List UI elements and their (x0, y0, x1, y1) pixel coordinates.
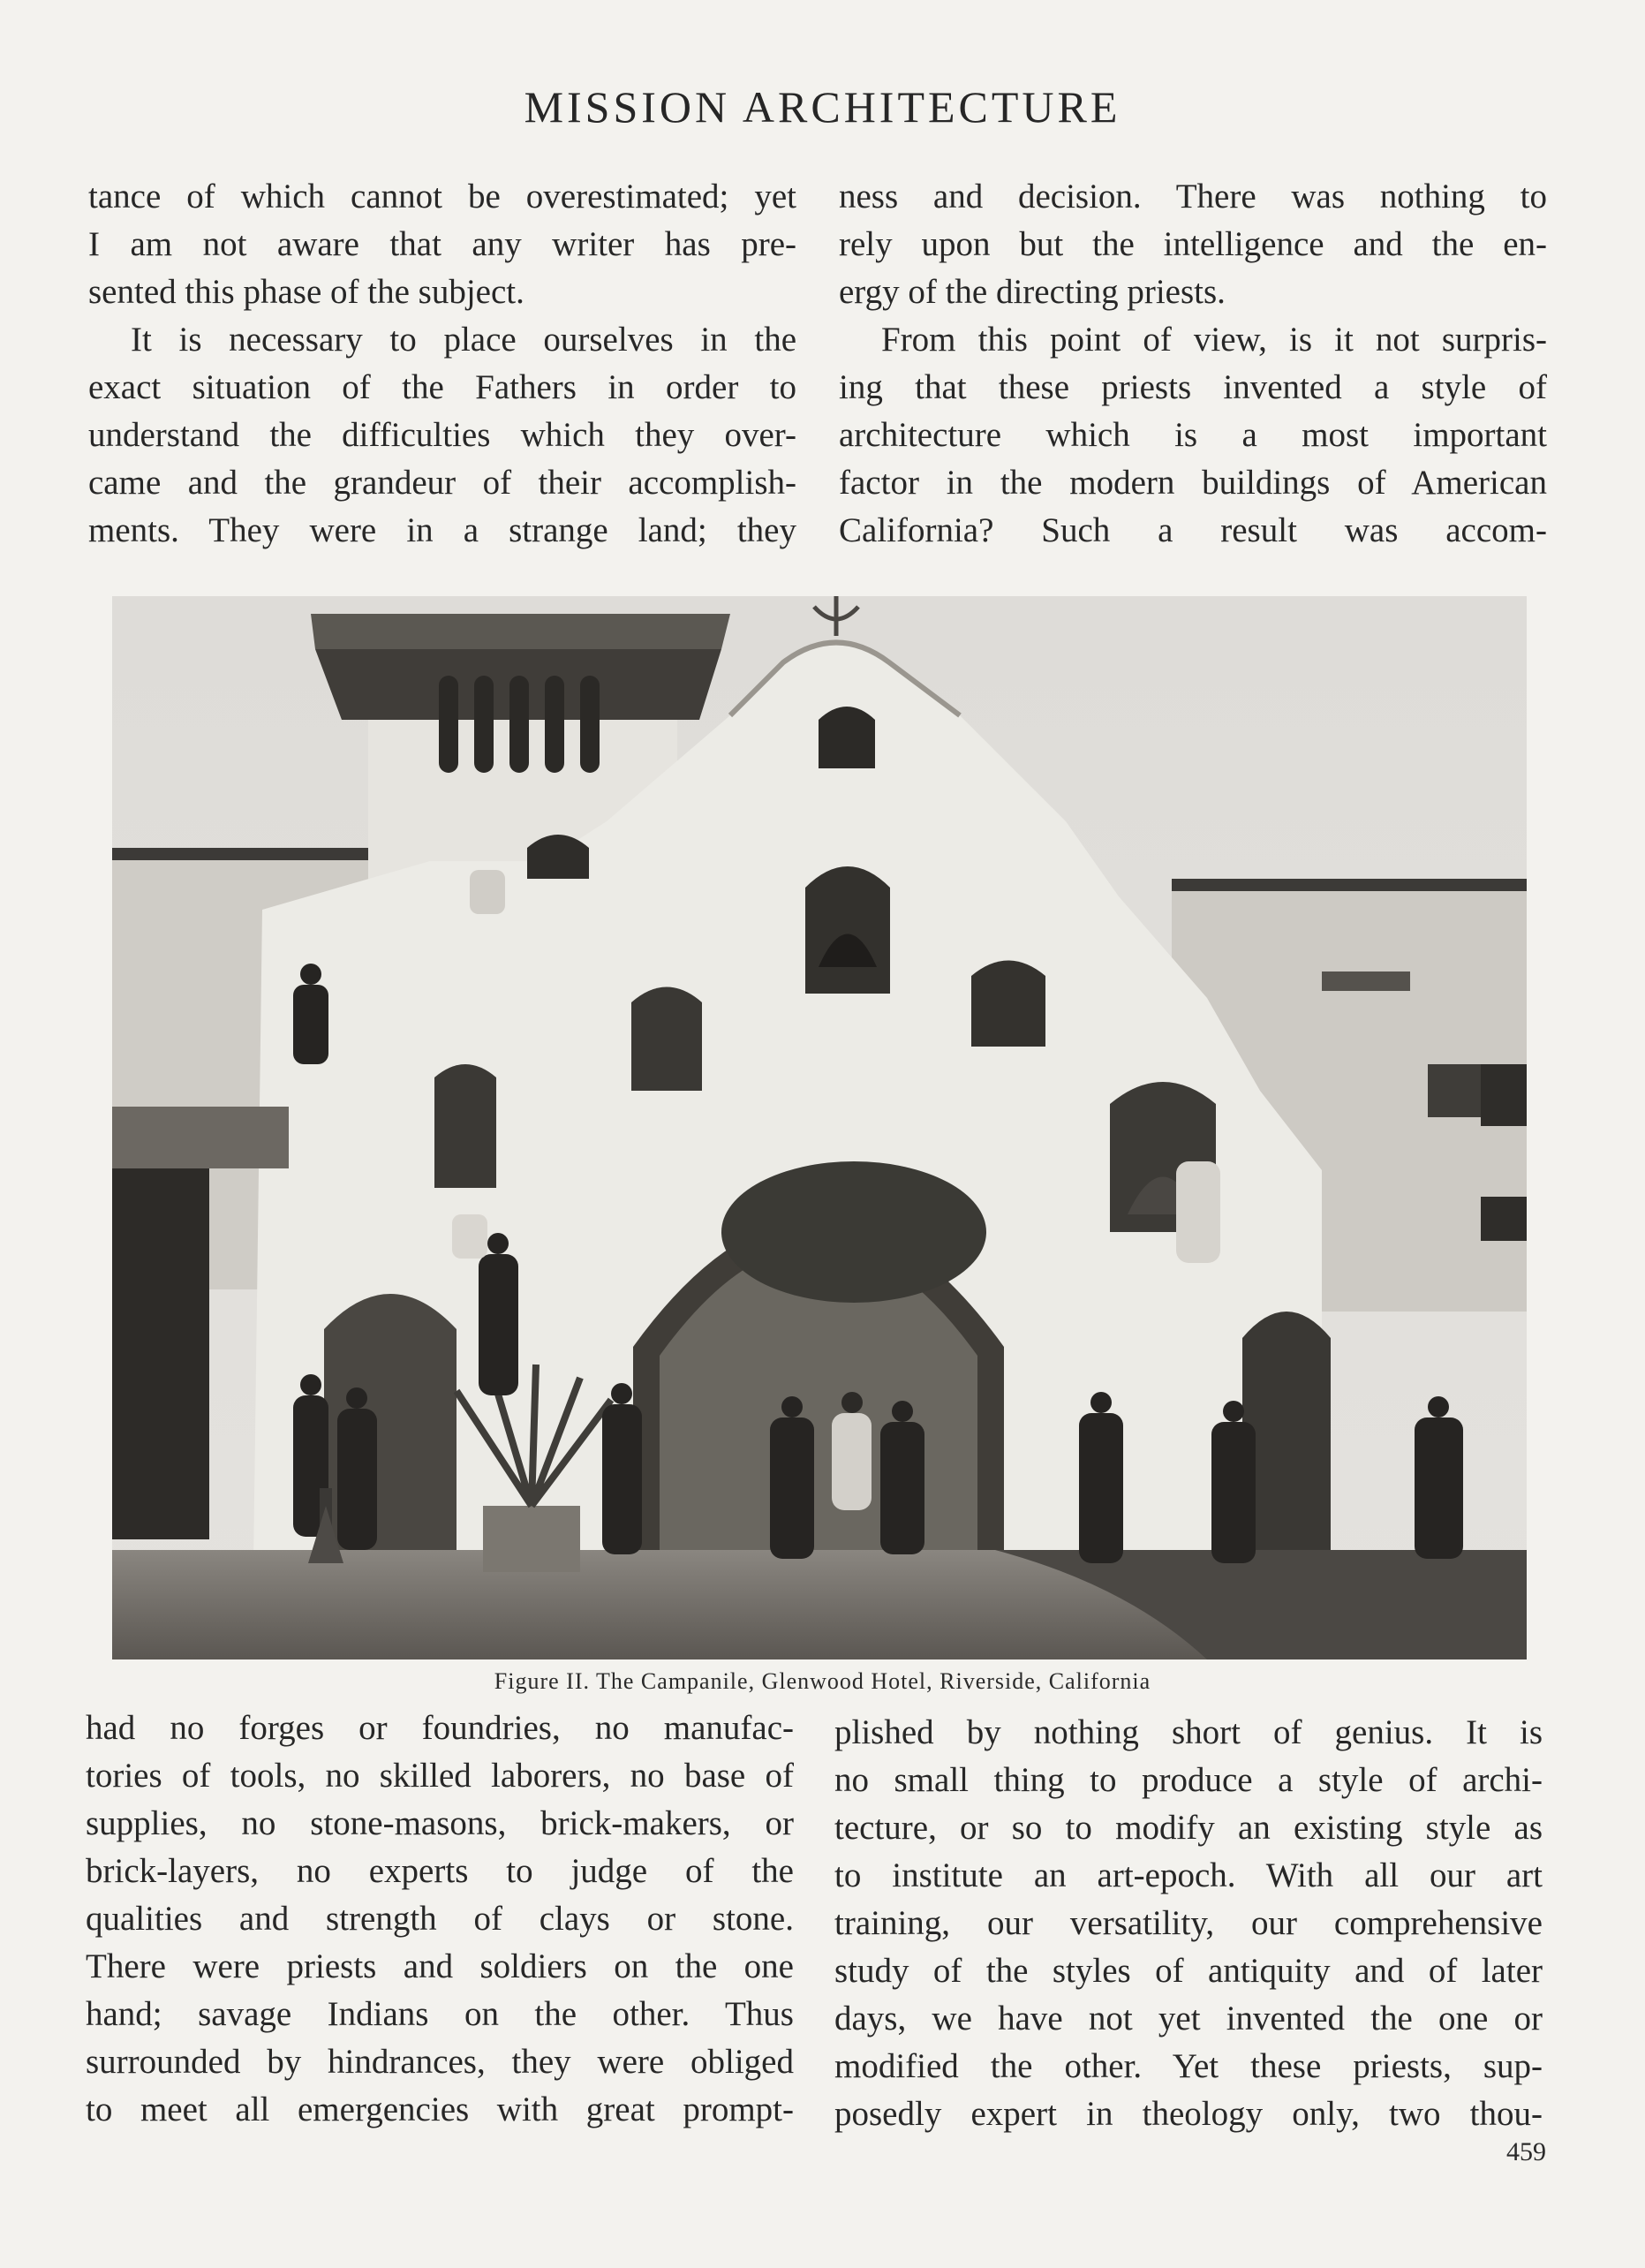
text-line: ments. They were in a strange land; they (88, 511, 796, 549)
text-line: posedly expert in theology only, two thou- (834, 2095, 1543, 2133)
text-line: ness and decision. There was nothing to (839, 178, 1547, 215)
text-line: architecture which is a most important (839, 416, 1547, 454)
text-column-top-right (839, 173, 1547, 555)
text-line: study of the styles of antiquity and of later (834, 1952, 1543, 1990)
text-line: to meet all emergencies with great prompt- (86, 2090, 794, 2128)
text-column-bottom-right (834, 1709, 1543, 2138)
text-line: tories of tools, no skilled laborers, no base of (86, 1757, 794, 1795)
text-line: ing that these priests invented a style of (839, 368, 1547, 406)
text-line: surrounded by hindrances, they were obliged (86, 2043, 794, 2081)
text-line: From this point of view, is it not surpris- (881, 321, 1547, 359)
text-column-top-left (88, 173, 796, 555)
text-line: modified the other. Yet these priests, sup- (834, 2047, 1543, 2085)
text-line: training, our versatility, our comprehensive (834, 1904, 1543, 1942)
text-line: no small thing to produce a style of archi- (834, 1761, 1543, 1799)
text-line: to institute an art-epoch. With all our art (834, 1856, 1543, 1894)
text-line: It is necessary to place ourselves in the (131, 321, 796, 359)
text-line: understand the difficulties which they over- (88, 416, 796, 454)
text-column-bottom-left (86, 1705, 794, 2134)
text-line: hand; savage Indians on the other. Thus (86, 1995, 794, 2033)
text-line: tecture, or so to modify an existing style as (834, 1809, 1543, 1847)
text-line: ergy of the directing priests. (839, 273, 1226, 311)
text-line: supplies, no stone-masons, brick-makers, or (86, 1804, 794, 1842)
text-line: tance of which cannot be overestimated; yet (88, 178, 796, 215)
photograph-illustration (112, 596, 1527, 1659)
text-line: plished by nothing short of genius. It is (834, 1713, 1543, 1751)
text-line: factor in the modern buildings of American (839, 464, 1547, 502)
text-line: had no forges or foundries, no manufac- (86, 1709, 794, 1747)
text-line: days, we have not yet invented the one or (834, 2000, 1543, 2037)
text-line: came and the grandeur of their accomplish- (88, 464, 796, 502)
text-line: I am not aware that any writer has pre- (88, 225, 796, 263)
running-head-title: MISSION ARCHITECTURE (524, 82, 1121, 132)
text-line: There were priests and soldiers on the one (86, 1947, 794, 1985)
text-line: brick-layers, no experts to judge of the (86, 1852, 794, 1890)
text-line: sented this phase of the subject. (88, 273, 524, 311)
figure-caption: Figure II. The Campanile, Glenwood Hotel, Riverside, California (494, 1668, 1151, 1694)
page-number: 459 (1506, 2137, 1546, 2166)
text-line: exact situation of the Fathers in order to (88, 368, 796, 406)
text-line: rely upon but the intelligence and the en- (839, 225, 1547, 263)
photograph-campanile (112, 596, 1527, 1659)
text-line: qualities and strength of clays or stone. (86, 1900, 794, 1938)
text-line: California? Such a result was accom- (839, 511, 1547, 549)
